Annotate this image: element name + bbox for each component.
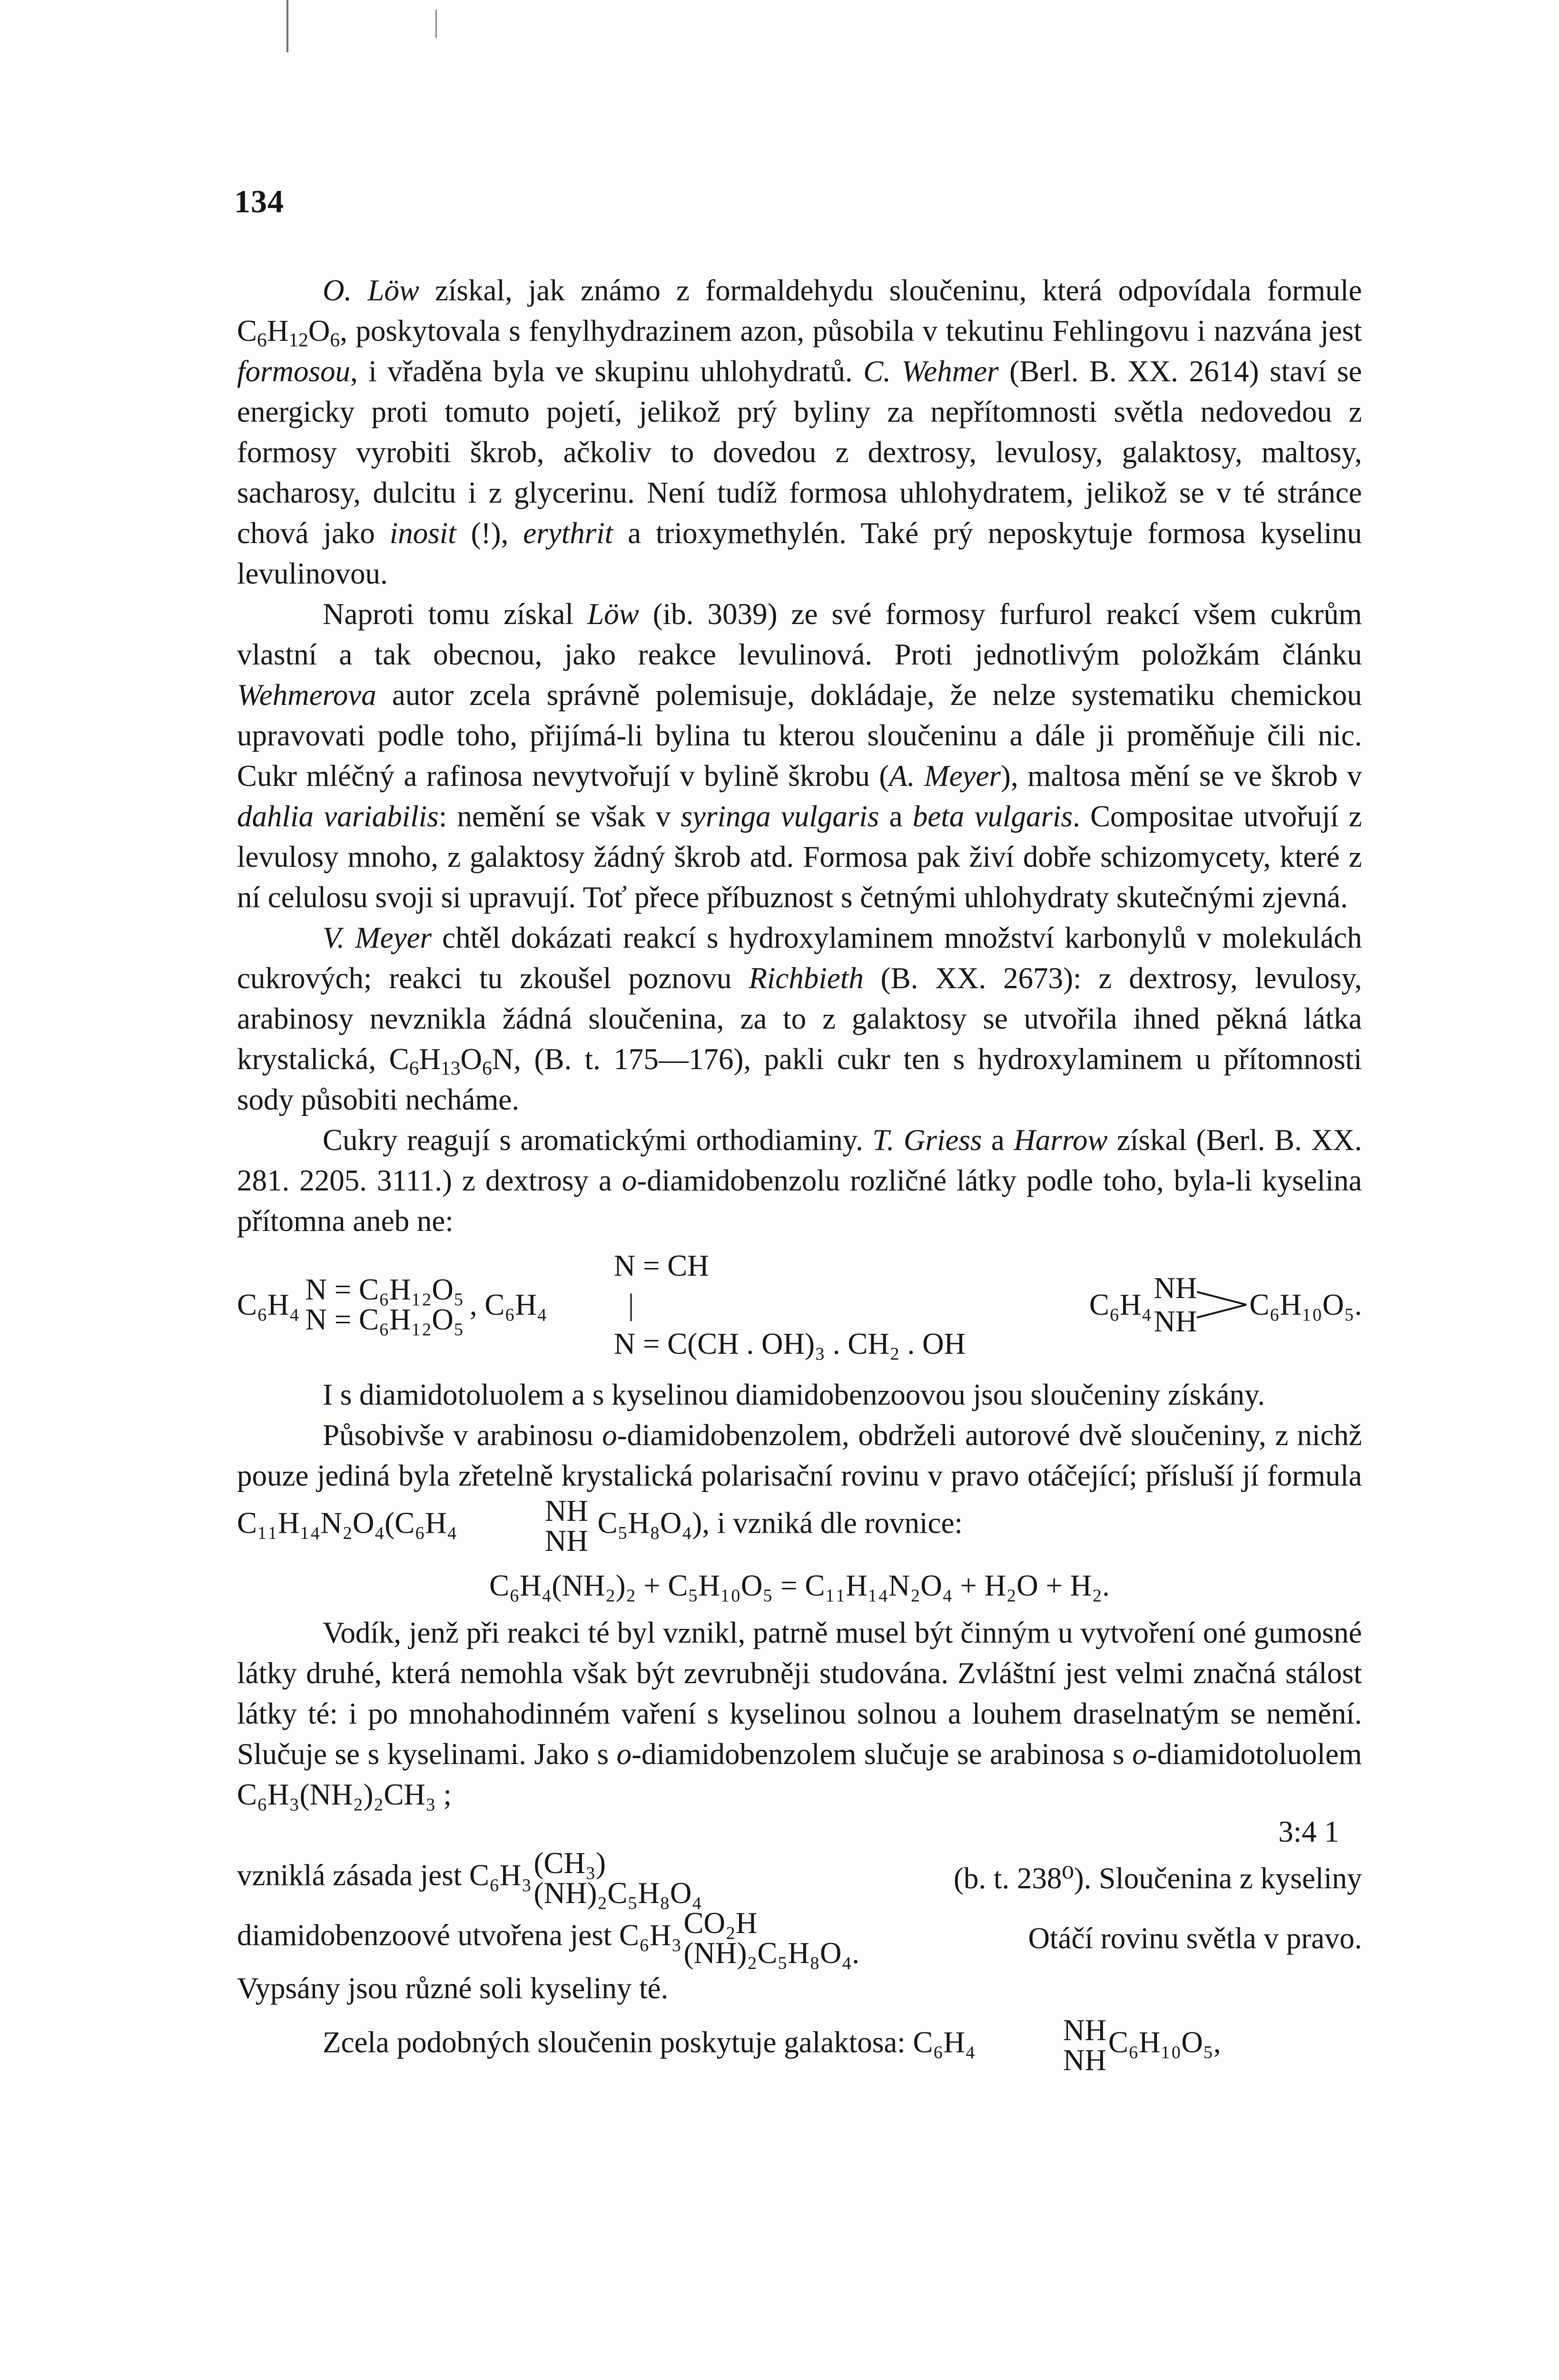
page-body [237, 270, 1362, 2075]
formula-two: N = CH | N = C(CH . OH)₃ . CH₂ . OH [613, 1249, 966, 1360]
author-name: T. Griess [872, 1123, 982, 1157]
reaction-equation: C₆H₄(NH₂)₂ + C₅H₁₀O₅ = C₁₁H₁₄N₂O₄ + H₂O + H₂. [489, 1569, 1110, 1602]
formula-three: C₆H₄ NH NH C₆H₁₀O₅. [1089, 1271, 1362, 1338]
page-number: 134 [234, 183, 284, 219]
formula-one: C₆H₄ N = C₆H₁₂O₅ N = C₆H₁₂O₅ , C₆H₄ [237, 1273, 547, 1336]
author-name: V. Meyer [323, 921, 432, 954]
paragraph: Vypsány jsou různé soli kyseliny té. [237, 1972, 669, 2005]
paragraph: Vodík, jenž při reakci té byl vznikl, patrně musel být činným u vytvoření oné gumosné látky druhé, která nemohla však být zevrubněji studována. Zvláštní jest velmi značná stálost látky té: i po mnohahodinném vaření s kyselinou solnou a louhem draselnatým se nemění. Slučuje se s kyselinami. Jako s o-diamidobenzolem slučuje se arabinosa s o-diamidotoluolem C₆H₃(NH₂)₂CH₃ ; [237, 1616, 1362, 1811]
paragraph: O. Löw získal, jak známo z formaldehydu sloučeninu, která odpovídala formule $C_6H_{12}O_6$, poskytovala s fenylhydrazinem azon, působila v tekutinu Fehlingovu i nazvána jest formosou, i vřaděna byla ve skupinu uhlohydratů. C. Wehmer (Berl. B. XX. 2614) staví se energicky proti tomuto pojetí, jelikož prý byliny za nepřítomnosti světla nedovedou z formosy vyrobiti škrob, ačkoliv to dovedou z dextrosy, levulosy, galaktosy, maltosy, sacharosy, dulcitu i z glycerinu. Není tudíž formosa uhlohydratem, jelikož se v té stránce chová jako inosit (!), erythrit a trioxymethylén. Také prý neposkytuje formosa kyselinu levulinovou. [237, 274, 1362, 590]
author-name: Harrow [1014, 1123, 1108, 1157]
scan-edge-mark [286, 0, 288, 52]
paragraph: I s diamidotoluolem a s kyselinou diamidobenzoovou jsou sloučeniny získány. [323, 1378, 1265, 1411]
paragraph: Zcela podobných sloučenin poskytuje galaktosa: C₆H₄ NH NH C₆H₁₀O₅, [323, 2013, 1221, 2077]
scan-edge-mark [435, 10, 437, 38]
paragraph: V. Meyer chtěl dokázati reakcí s hydroxylaminem množství karbonylů v molekulách cukrových; reakci tu zkoušel poznovu Richbieth (B. XX. 2673): z dextrosy, levulosy, arabinosy nevznikla žádná sloučenina, za to z galaktosy se utvořila ihned pěkná látka krystalická, $C_6H_{13}O_6N$, (B. t. 175—176), pakli cukr ten s hydroxylaminem u přítomnosti sody působiti necháme. [237, 921, 1362, 1116]
bond-arrow [1197, 1283, 1249, 1326]
position-numbers: 3:4 1 [1278, 1815, 1339, 1848]
author-name: A. Meyer [889, 759, 1001, 793]
formula-line: vzniklá zásada jest C₆H₃ (CH₃) (NH)₂C₅H₈O₄ (b. t. 238⁰). Sloučenina z kyseliny [237, 1846, 1362, 1910]
author-name: O. Löw [323, 274, 419, 307]
paragraph: Cukry reagují s aromatickými orthodiaminy. T. Griess a Harrow získal (Berl. B. XX. 281. 2205. 3111.) z dextrosy a o-diamidobenzolu rozličné látky podle toho, byla-li kyselina přítomna aneb ne: [237, 1123, 1362, 1238]
author-name: C. Wehmer [863, 355, 999, 388]
paragraph: Působivše v arabinosu o-diamidobenzolem, obdrželi autorové dvě sloučeniny, z nichž pouze jediná byla zřetelně krystalická polarisační rovinu v pravo otáčející; přísluší jí formula C₁₁H₁₄N₂O₄(C₆H₄ NH NH C₅H₈O₄), i vzniká dle rovnice: [237, 1418, 1362, 1557]
paragraph: Naproti tomu získal Löw (ib. 3039) ze své formosy furfurol reakcí všem cukrům vlastní a tak obecnou, jako reakce levulinová. Proti jednotlivým položkám článku Wehmerova autor zcela správně polemisuje, dokládaje, že nelze systematiku chemickou upravovati podle toho, přijímá-li bylina tu kterou sloučeninu a dále ji proměňuje čili nic. Cukr mléčný a rafinosa nevytvořují v bylině škrobu (A. Meyer), maltosa mění se ve škrob v dahlia variabilis: nemění se však v syringa vulgaris a beta vulgaris. Compositae utvořují z levulosy mnoho, z galaktosy žádný škrob atd. Formosa pak živí dobře schizomycety, které z ní celulosu svoji si upravují. Toť přece příbuznost s četnými uhlohydraty skutečnými zjevná. [237, 597, 1362, 914]
author-name: Richbieth [749, 962, 864, 995]
author-name: Löw [587, 597, 639, 631]
formula-row [237, 1246, 1362, 1363]
formula-line: diamidobenzoové utvořena jest C₆H₃ CO₂H (NH)₂C₅H₈O₄. Otáčí rovinu světla v pravo. [237, 1906, 1362, 1970]
